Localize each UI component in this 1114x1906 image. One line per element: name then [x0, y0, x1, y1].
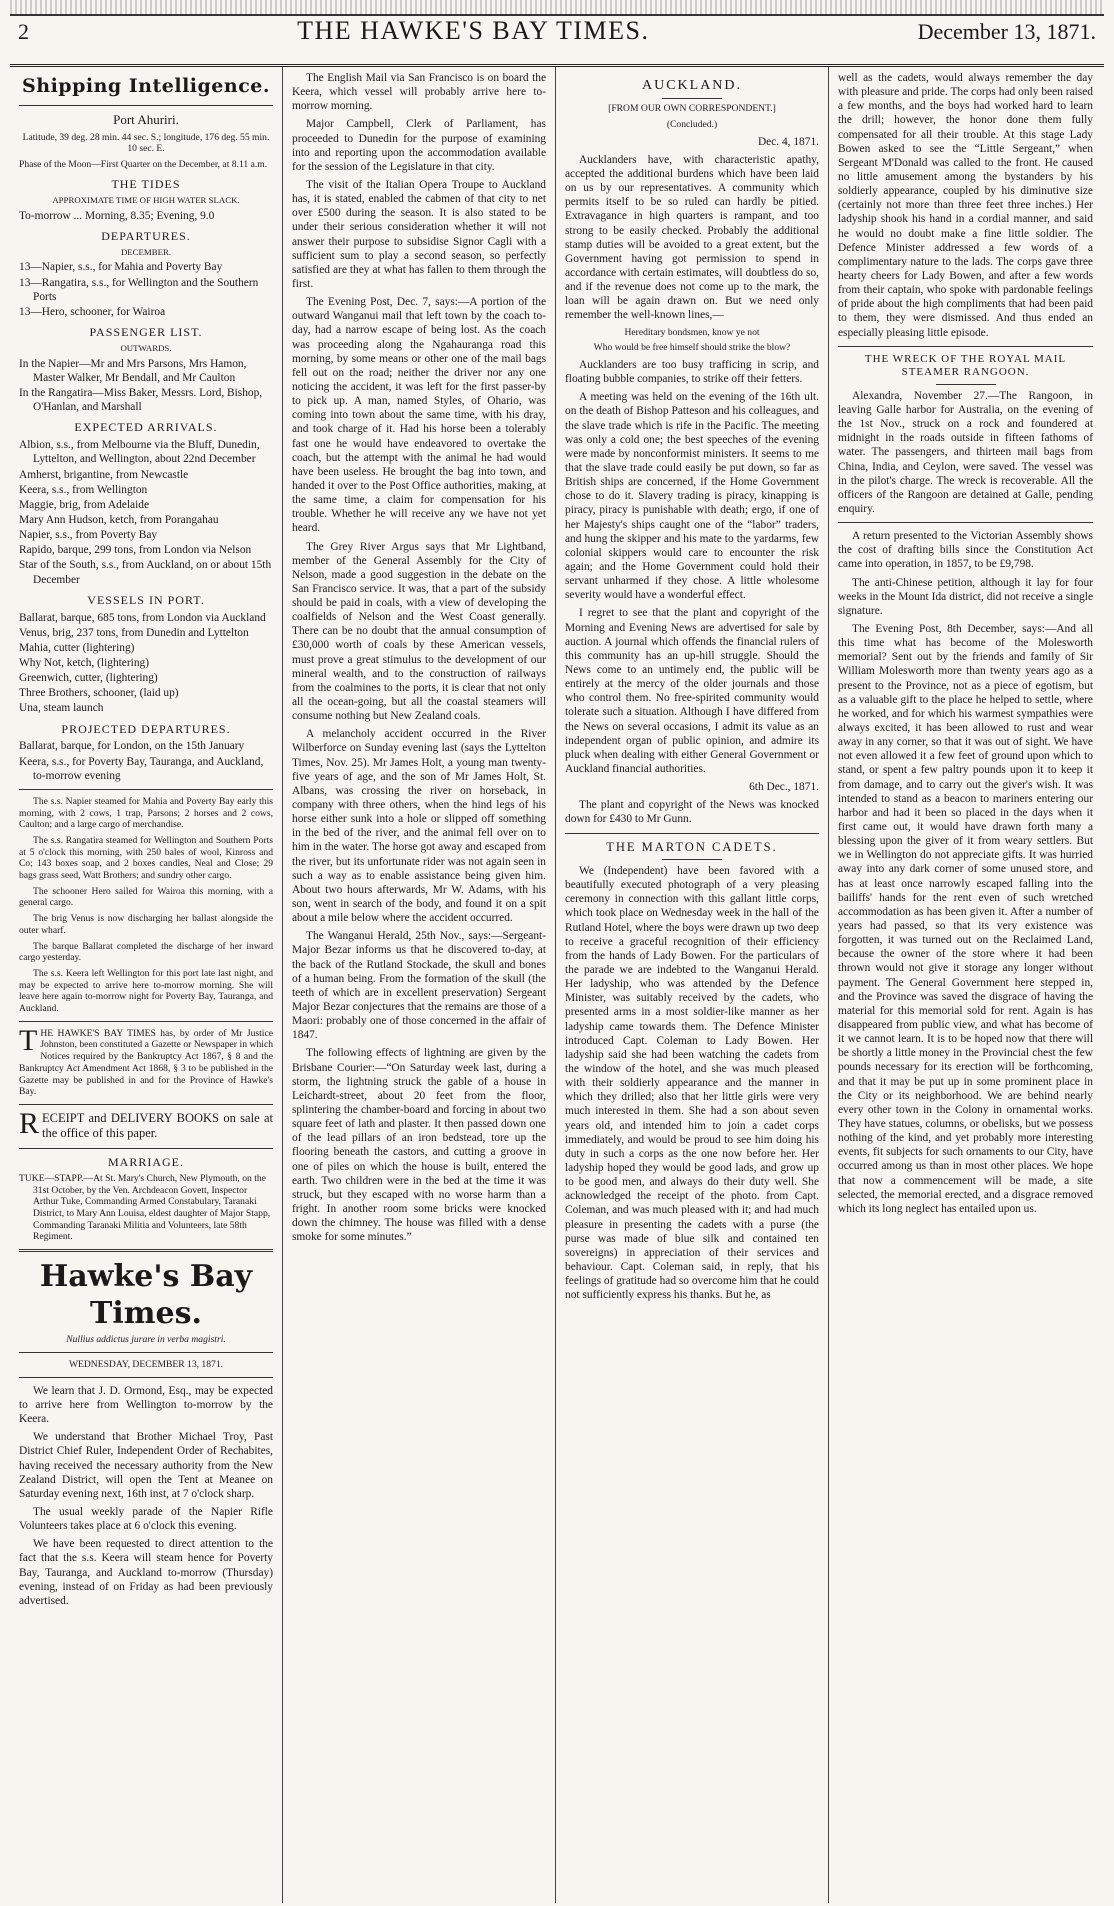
marriage-heading: MARRIAGE.: [107, 1154, 184, 1169]
divider: [19, 105, 273, 106]
column-2: [283, 67, 556, 1903]
article-paragraph: I regret to see that the plant and copyright of the Morning and Evening News are advertised for sale by auction. A journal which offends the financial rulers of this community has an up-hill struggle. Should the News come to an untimely end, the public will be entirely at the mercy of the older journals and those who control them. No free-spirited community would tolerate such a situation. Although I have differed from the News on several occasions, I admit its value as an independent organ of public opinion, and admire its pluck when dealing with either General Government or Auckland financial authorities.: [565, 607, 819, 775]
article-paragraph: A meeting was held on the evening of the 16th ult. on the death of Bishop Patteson and his colleagues, and the slave trade which is rife in the Pacific. The meeting was only a cold one; the best speeches of the evening were made by nonconformist ministers. It seems to me that the slave trade could easily be put down, so far as British ships are concerned, if the Home Government chose to do it. Slavery trading is piracy, kinapping is piracy, piracy is punishable with death; ergo, if one of her Majesty's ships caught one of the “labor” traders, and hung the skipper and his mate to the yardarms, few colonial skippers would care to encounter the risk again; and the Home Government could hold their servant unharmed if they chose. A little wholesome severity would have a wonderful effect.: [565, 391, 819, 602]
columns: [10, 67, 1104, 1903]
divider: [565, 833, 819, 834]
paper-motto: Nullius addictus jurare in verba magistri.: [66, 1334, 226, 1346]
port-name: Port Ahuriri.: [113, 111, 179, 127]
list-item: Albion, s.s., from Melbourne via the Bluff, Dunedin, Lyttelton, and Wellington, about 22nd December: [19, 439, 260, 466]
vessels-heading: VESSELS IN PORT.: [87, 592, 205, 607]
divider: [19, 1249, 273, 1252]
local-news-paragraph: The usual weekly parade of the Napier Rifle Volunteers takes place at 6 o'clock this evening.: [19, 1505, 273, 1533]
moon-phase: Phase of the Moon—First Quarter on the December, at 8.11 a.m.: [19, 159, 268, 171]
list-item: 13—Napier, s.s., for Mahia and Poverty Bay: [19, 261, 223, 274]
receipt-notice: RECEIPT and DELIVERY BOOKS on sale at the office of this paper.: [19, 1106, 273, 1141]
shipping-note: The brig Venus is now discharging her ballast alongside the outer wharf.: [19, 913, 273, 936]
news-paragraph: The English Mail via San Francisco is on board the Keera, which vessel will probably arrive here to-morrow morning.: [292, 72, 546, 113]
list-item: Napier, s.s., from Poverty Bay: [19, 529, 158, 542]
list-item: Star of the South, s.s., from Auckland, on or about 15th December: [19, 559, 272, 586]
divider: [19, 789, 273, 790]
top-border-strip: [10, 0, 1104, 16]
dateline: Dec. 4, 1871.: [757, 135, 819, 148]
shipping-note: The s.s. Napier steamed for Mahia and Poverty Bay early this morning, with 2 cows, 1 trap, Parsons; 2 horses and 2 cows, Caulton; and a large cargo of merchandise.: [19, 795, 273, 831]
gazette-notice: THE HAWKE'S BAY TIMES has, by order of Mr Justice Johnston, been constituted a Gazette or Newspaper in which Notices required by the Bankruptcy Act 1867, § 8 and the Bankruptcy Act Amendment Act 1868, § 3 to be published in the Gazette may be published in and for the Province of Hawke's Bay.: [19, 1023, 273, 1098]
news-paragraph: The following effects of lightning are given by the Brisbane Courier:—“On Saturday week last, during a storm, the lightning struck the gable of a house in Leichardt-street, about 20 feet from the floor, splintering the chamber-board and forcing in about two square feet of lath and plaster. It then passed down one of the lead pillars of an iron bedstead, tore up the flooring beneath the castors, and cutting a groove in one of piles on which the house is built, entered the earth. Two children were in the bed at the time it was struck, but they escaped with no worse harm than a fright. In another room some bricks were knocked down the chimney. The house was filled with a dense smoke for some minutes.”: [292, 1047, 546, 1244]
list-item: Maggie, brig, from Adelaide: [19, 498, 150, 511]
tides-heading: THE TIDES: [111, 176, 181, 191]
list-item: Keera, s.s., for Poverty Bay, Tauranga, and Auckland, to-morrow evening: [19, 755, 264, 782]
article-paragraph: well as the cadets, would always remember the day with pleasure and pride. The corps had only been raised a few months, and the boys had worked hard to learn the drill; however, the honor done them fully compensated for all their trouble. At this stage Lady Bowen asked to see the “Little Sergeant,” when Sergeant M'Donald was called to the front. He caused no little amusement among the bystanders by his soldierly appearance, coupled by his diminutive size (certainly not more than three feet three inches.) Her ladyship shook his hand in a cordial manner, and said he would no doubt make a fine little soldier. The Defence Minister addressed a few words of a complimentary nature to the lads. The corps gave three hearty cheers for Lady Bowen, and after a few words from their captain, who spoke with pardonable feelings of pride about the high compliments that had been paid to them, they were dismissed. And thus ended an especially pleasing little episode.: [838, 72, 1093, 339]
list-item: 13—Hero, schooner, for Wairoa: [19, 305, 166, 318]
article-paragraph: Alexandra, November 27.—The Rangoon, in leaving Galle harbor for Australia, on the evening of the 1st Nov., struck on a rock and foundered at midnight in the roads outside in fifteen fathoms of water. The passengers, and thirteen mail bags from China, India, and Ceylon, were saved. The vessel was in the pilot's charge. The wreck is recoverable. All the officers of the Rangoon are detained at Galle, pending enquiry.: [838, 389, 1093, 516]
article-paragraph: The plant and copyright of the News was knocked down for £430 to Mr Gunn.: [565, 799, 819, 826]
dateline: 6th Dec., 1871.: [749, 781, 819, 794]
divider: [838, 522, 1093, 523]
news-paragraph: The Grey River Argus says that Mr Lightband, member of the General Assembly for the City of Nelson, made a good suggestion in the debate on the San Francisco service. It was, that a part of the subsidy should be paid in coals, with a view of developing the coalfields of Nelson and the West Coast generally. There can be no doubt that the annual consumption of £30,000 worth of coals by these American vessels, must prove a great stimulus to the development of our mineral wealth, and to the construction of railways from the coalmines to the ports, it is clear that not only all the ocean-going, but all the coastal steamers will consume nothing but New Zealand coals.: [292, 540, 546, 723]
departures-list: [19, 260, 273, 319]
article-paragraph: The Evening Post, 8th December, says:—And all this time what has become of the Molesworth memorial? Sent out by the friends and family of Sir William Molesworth more than twenty years ago as a present to the Province, not as a piece of egotism, but as a valuable gift to the place he helped to settle, where he worked, and for which his warmest sympathies were always excited, it has been allowed to rust and wear away in any corner, so that it was out of sight. We have not even allowed it a few feet of ground upon which to stand, or spent a few paltry pounds upon it to keep it from damage, and to carry out the giver's wish. It was intended to stand as a beacon to mariners entering our harbor and had it been so placed in the days when it first came out, it would have drawn forth many a blessing upon the giver of it from weary settlers. But we in Wellington do not appreciate gifts. It was hurried away into any dark corner of some unused store, and has at least once narrowly escaped falling into the bailiffs' hands for the rent even of such wretched accommodation as has been given it. After a number of years had passed, so that its very existence was forgotten, it was turned out on the Reclaimed Land, because the owner of the store where it had been thrown would not give it storage any longer without payment. The General Government here stepped in, and the Province was saved the disgrace of having the material for this memorial sold for rent. Again is has disappeared from public view, and what has become of it we cannot learn. It is to be hoped now that there will be shortly a little money in the Provincial chest the few pounds necessary for its erection will be forthcoming, and that it may be put up in some prominent place in the City or its neighborhood. We are behind nearly every other town in the Colony in ornamental works. They have statues, columns, or obelisks, but we possess nothing of the kind, and yet probably more interesting events, fit subjects for such ornaments to our City, have occurred among us than in most other places. We hope that now a commencement will be made, a site selected, the memorial erected, and a disgrace removed which its long neglect has entailed upon us.: [838, 623, 1093, 1215]
page-number: 2: [18, 19, 29, 44]
news-paragraph: The Evening Post, Dec. 7, says:—A portion of the outward Wanganui mail that left town by the coach to-day, had a narrow escape of being lost. As the coach was proceeding along the Ngahauranga road this morning, by some means or other one of the mail bags fell out on the road; neither the driver nor any one noticing the accident, it was left for the first passer-by to pick up. A man, named Styles, of Ohario, was coming into town about the same time, with his dray, and took charge of it. Had his horse been a tolerably fast one he would have endeavored to overtake the coach, but the attempt with the animal he had would have been useless. He brought the bag into town, and handed it over to the Post Office authorities, making, at the same time, a claim for compensation for his trouble. Whether he will receive any we have not yet heard.: [292, 296, 546, 535]
wreck-heading: THE WRECK OF THE ROYAL MAIL STEAMER RANGOON.: [864, 352, 1067, 379]
page-date: December 13, 1871.: [917, 19, 1096, 44]
local-news-paragraph: We understand that Brother Michael Troy, Past District Chief Ruler, Independent Order of Rechabites, having received the necessary authority from the New Zealand District, will open the Tent at Meanee on Saturday evening next, 16th inst, at 7 o'clock sharp.: [19, 1431, 273, 1500]
news-paragraph: Major Campbell, Clerk of Parliament, has proceeded to Dunedin for the purpose of examining into and reporting upon the accommodation available for the session of the Legislature in that city.: [292, 118, 546, 173]
article-paragraph: We (Independent) have been favored with a beautifully executed photograph of a very pleasing ceremony in connection with this gallant little corps, which took place on Wednesday week in the hall of the Rutland Hotel, where the boys were drawn up two deep to receive a graceful recognition of their efficiency from the hands of Lady Bowen. For the particulars of the parade we are indebted to the Wanganui Herald. Her ladyship, who was attended by the Defence Minister, was suitably received by the cadets, who presented arms in a most soldier-like manner as her ladyship came towards them. The Defence Minister introduced Capt. Coleman to Lady Bowen. Her ladyship said she had been watching the cadets from the window of the hotel, and she was much pleased with their soldierly appearance and the manner in which they drilled; also that her little girls were very much interested in them. She had a son about seven years old, and intended him to join a cadet corps immediately, and would be proud to see him doing his duty in such a corps as the one now before her. Her ladyship hoped they would be good lads, and grow up to be good men, and always do their duty well. She acknowledged the receipt of the photo. from Capt. Coleman, and was much pleased with it; and had much pleasure in presenting the cadets with a purse (the purse was made of blue silk and contained ten sovereigns) in appreciation of their services and behaviour. Capt. Coleman said, in reply, that his feelings of gratitude had so overcome him that he could not sufficiently express his thanks. But he, as: [565, 865, 819, 1302]
column-4: [829, 67, 1102, 1903]
expected-heading: EXPECTED ARRIVALS.: [74, 420, 218, 435]
column-1: [10, 67, 283, 1903]
list-item: Venus, brig, 237 tons, from Dunedin and Lyttelton: [19, 626, 249, 639]
auckland-heading: AUCKLAND.: [641, 78, 743, 93]
correspondent-line: [FROM OUR OWN CORRESPONDENT.]: [608, 103, 776, 115]
list-item: Ballarat, barque, 685 tons, from London via Auckland: [19, 611, 266, 624]
article-paragraph: Aucklanders are too busy trafficing in scrip, and floating bubble companies, to strike off their fetters.: [565, 359, 819, 386]
divider: [936, 384, 996, 385]
divider: [19, 1352, 273, 1353]
paper-title: Hawke's Bay Times.: [39, 1259, 253, 1332]
cadets-heading: THE MARTON CADETS.: [606, 839, 778, 854]
projected-heading: PROJECTED DEPARTURES.: [61, 721, 231, 736]
news-paragraph: The Wanganui Herald, 25th Nov., says:—Sergeant-Major Bezar informs us that he discovered to-day, at the back of the Rutland Stockade, the skull and bones of a human being. From the formation of the skull (the teeth of which are in excellent preservation) Sergeant Major Bezar conjectures that the remains are those of a Maori: probably one of those concerned in the affair of 1847.: [292, 930, 546, 1042]
list-item: In the Rangatira—Miss Baker, Messrs. Lord, Bishop, O'Hanlan, and Marshall: [19, 387, 263, 414]
list-item: Ballarat, barque, for London, on the 15th January: [19, 740, 245, 753]
divider: [662, 859, 722, 860]
list-item: Why Not, ketch, (lightering): [19, 656, 150, 669]
page-title: THE HAWKE'S BAY TIMES.: [297, 16, 650, 45]
local-news-paragraph: We have been requested to direct attention to the fact that the s.s. Keera will steam hence for Poverty Bay, Tauranga, and Auckland to-morrow (Thursday) evening, instead of on Friday as had been previously advertised.: [19, 1538, 273, 1607]
list-item: Amherst, brigantine, from Newcastle: [19, 468, 189, 481]
local-news-paragraph: We learn that J. D. Ormond, Esq., may be expected to arrive here from Wellington to-morrow by the Keera.: [19, 1384, 273, 1426]
news-paragraph: A melancholy accident occurred in the River Wilberforce on Sunday evening last (says the Lyttelton Times, Nov. 25). Mr James Holt, a young man twenty-five years of age, and the son of Mr James Holt, St. Albans, was crossing the river on horseback, in company with three others, when the hind legs of his horse either sunk into a hole or slipped off something in the bed of the river, and the animal fell over on to him in the water. The horse got away and escaped from the river, but its unfortunate rider was not again seen in such a way as to enable assistance being given him. About two hours afterwards, Mr W. Adams, with his son, went in search of the body, and found it on a spit about a mile below where the accident occurred.: [292, 728, 546, 925]
departures-month: DECEMBER.: [120, 246, 172, 257]
masthead: [10, 16, 1104, 67]
verse-line: Who would be free himself should strike the blow?: [593, 342, 791, 354]
passenger-subheading: OUTWARDS.: [120, 342, 172, 353]
divider: [19, 1377, 273, 1378]
article-paragraph: Aucklanders have, with characteristic apathy, accepted the additional burdens which have been laid on us by our representatives. A community which permits itself to be so ruled can hardly be pitied. Extravagance in high quarters is rampant, and too strong to be easily checked. Probably the additional stamp duties will be avoided to a great extent, but the Government having got permission to spend in accordance with certain estimates, will doubtless do so, and if the revenue does not come up to the mark, the loan will be again drawn on. But we need only remember the well-known lines,—: [565, 153, 819, 322]
divider: [19, 1021, 273, 1022]
tides-line: To-morrow ... Morning, 8.35; Evening, 9.0: [19, 209, 215, 222]
departures-heading: DEPARTURES.: [101, 228, 191, 243]
list-item: Greenwich, cutter, (lightering): [19, 672, 158, 685]
list-item: Three Brothers, schooner, (laid up): [19, 687, 179, 700]
divider: [838, 346, 1093, 347]
shipping-note: The s.s. Keera left Wellington for this port late last night, and may be expected to arrive here to-morrow morning. She will leave here again to-morrow night for Poverty Bay, Tauranga, and Auckland.: [19, 967, 273, 1015]
shipping-heading: Shipping Intelligence.: [22, 75, 270, 97]
list-item: Rapido, barque, 299 tons, from London via Nelson: [19, 544, 252, 557]
list-item: In the Napier—Mr and Mrs Parsons, Mrs Hamon, Master Walker, Mr Bendall, and Mr Caulton: [19, 357, 247, 384]
divider: [19, 1104, 273, 1105]
tides-subheading: APPROXIMATE TIME OF HIGH WATER SLACK.: [52, 194, 240, 205]
list-item: Una, steam launch: [19, 702, 104, 715]
issue-date: WEDNESDAY, DECEMBER 13, 1871.: [68, 1359, 224, 1371]
divider: [662, 98, 722, 99]
verse-line: Hereditary bondsmen, know ye not: [624, 326, 760, 338]
news-paragraph: The visit of the Italian Opera Troupe to Auckland has, it is stated, enabled the cabmen of that city to net over £500 during the season. It is also stated to be under their serious consideration whether it will not answer their purpose to subsidise Signor Cagli with a sufficient sum to play a second season, so perfectly satisfied are they at what has fallen to them through the first.: [292, 178, 546, 290]
column-3: [556, 67, 829, 1903]
list-item: Keera, s.s., from Wellington: [19, 483, 148, 496]
list-item: Mahia, cutter (lightering): [19, 641, 135, 654]
article-paragraph: A return presented to the Victorian Assembly shows the cost of drafting bills since the Constitution Act came into operation, in 1857, to be £9,798.: [838, 530, 1093, 571]
list-item: Mary Ann Hudson, ketch, from Porangahau: [19, 513, 219, 526]
shipping-note: The barque Ballarat completed the discharge of her inward cargo yesterday.: [19, 940, 273, 964]
shipping-note: The s.s. Rangatira steamed for Wellington and Southern Ports at 5 o'clock this morning, with 250 bales of wool, Kinross and Co; 143 boxes soap, and 2 boxes candles, Neal and Close; 29 bags grass seed, Watt Brothers; and sundry other cargo.: [19, 834, 273, 882]
list-item: 13—Rangatira, s.s., for Wellington and the Southern Ports: [19, 276, 259, 303]
marriage-notice: TUKE—STAPP.—At St. Mary's Church, New Plymouth, on the 31st October, by the Ven. Archdeacon Govett, Inspector Arthur Tuke, Commanding Armed Constabulary, Taranaki District, to Mary Ann Louisa, eldest daughter of Major Stapp, Commanding Taranaki Militia and Volunteers, late 58th Regiment.: [19, 1172, 271, 1243]
passenger-heading: PASSENGER LIST.: [89, 325, 203, 340]
shipping-note: The schooner Hero sailed for Wairoa this morning, with a general cargo.: [19, 885, 273, 909]
article-paragraph: The anti-Chinese petition, although it lay for four weeks in the Mount Ida district, did not receive a single signature.: [838, 576, 1093, 617]
concluded-line: (Concluded.): [666, 119, 718, 131]
latitude: Latitude, 39 deg. 28 min. 44 sec. S.; longitude, 176 deg. 55 min. 10 sec. E.: [22, 131, 270, 155]
divider: [19, 1148, 273, 1149]
